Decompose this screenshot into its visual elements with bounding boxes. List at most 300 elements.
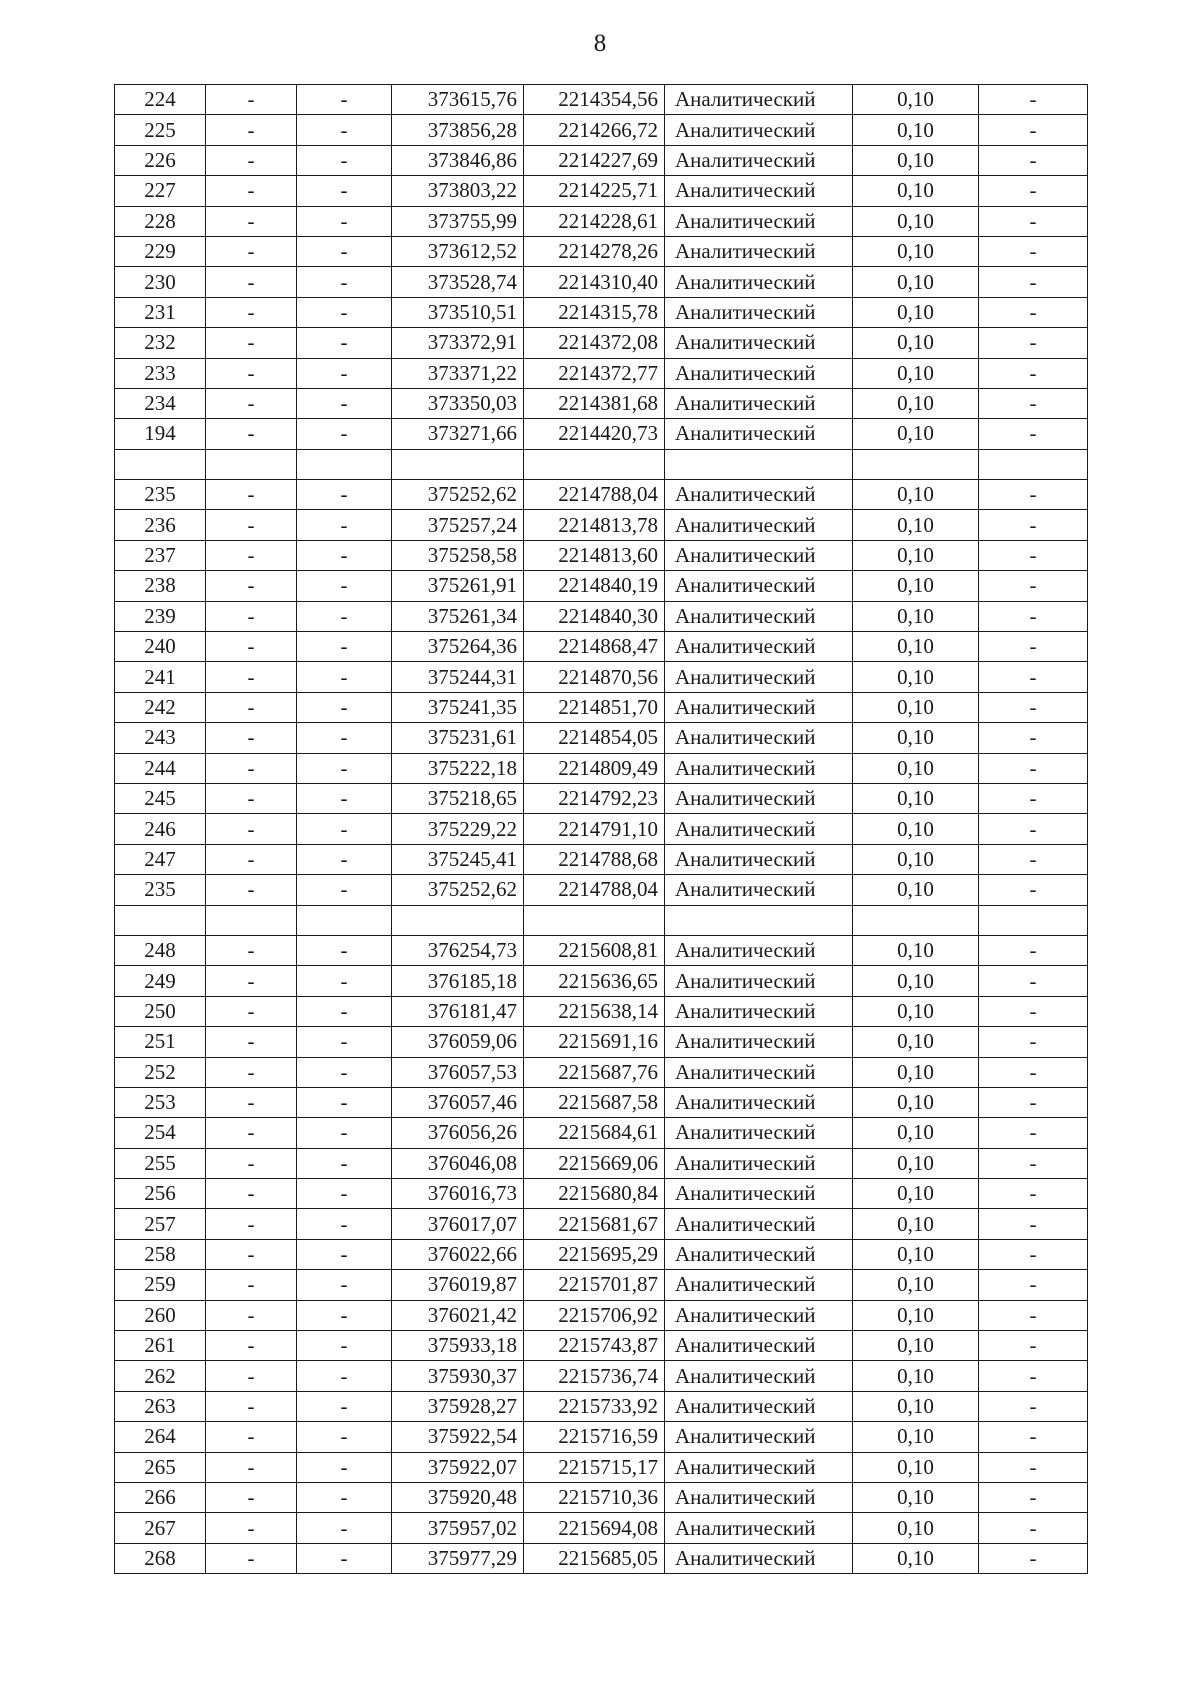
y-coordinate-cell: 2215636,65 <box>524 966 665 996</box>
accuracy-cell: 0,10 <box>853 935 979 965</box>
table-row <box>115 1513 1088 1543</box>
x-coordinate-cell: 375928,27 <box>392 1391 524 1421</box>
point-number-cell: 267 <box>115 1513 206 1543</box>
column-8-cell: - <box>979 1300 1088 1330</box>
method-cell: Аналитический <box>665 723 853 753</box>
x-coordinate-cell: 375241,35 <box>392 692 524 722</box>
y-coordinate-cell: 2215669,06 <box>524 1148 665 1178</box>
point-number-cell: 243 <box>115 723 206 753</box>
accuracy-cell: 0,10 <box>853 783 979 813</box>
column-8-cell: - <box>979 996 1088 1026</box>
column-2-cell: - <box>206 1057 297 1087</box>
y-coordinate-cell: 2214315,78 <box>524 297 665 327</box>
table-separator-row <box>115 905 1088 935</box>
method-cell: Аналитический <box>665 510 853 540</box>
accuracy-cell: 0,10 <box>853 753 979 783</box>
point-number-cell: 238 <box>115 571 206 601</box>
x-coordinate-cell: 376185,18 <box>392 966 524 996</box>
y-coordinate-cell: 2214788,04 <box>524 480 665 510</box>
accuracy-cell: 0,10 <box>853 662 979 692</box>
column-2-cell: - <box>206 601 297 631</box>
x-coordinate-cell: 375930,37 <box>392 1361 524 1391</box>
y-coordinate-cell: 2214868,47 <box>524 632 665 662</box>
x-coordinate-cell: 376017,07 <box>392 1209 524 1239</box>
y-coordinate-cell: 2215608,81 <box>524 935 665 965</box>
x-coordinate-cell: 376181,47 <box>392 996 524 1026</box>
method-cell: Аналитический <box>665 297 853 327</box>
table-row <box>115 662 1088 692</box>
accuracy-cell: 0,10 <box>853 267 979 297</box>
method-cell: Аналитический <box>665 1452 853 1482</box>
method-cell: Аналитический <box>665 1057 853 1087</box>
accuracy-cell: 0,10 <box>853 692 979 722</box>
column-2-cell: - <box>206 814 297 844</box>
y-coordinate-cell: 2215733,92 <box>524 1391 665 1421</box>
y-coordinate-cell: 2214372,08 <box>524 328 665 358</box>
x-coordinate-cell: 376057,53 <box>392 1057 524 1087</box>
column-8-cell: - <box>979 1057 1088 1087</box>
table-row <box>115 1209 1088 1239</box>
table-row <box>115 1270 1088 1300</box>
y-coordinate-cell: 2214310,40 <box>524 267 665 297</box>
column-2-cell: - <box>206 1087 297 1117</box>
accuracy-cell: 0,10 <box>853 1361 979 1391</box>
accuracy-cell: 0,10 <box>853 85 979 115</box>
table-row <box>115 1391 1088 1421</box>
method-cell <box>665 449 853 479</box>
x-coordinate-cell: 373846,86 <box>392 145 524 175</box>
column-2-cell: - <box>206 115 297 145</box>
x-coordinate-cell <box>392 905 524 935</box>
x-coordinate-cell: 375252,62 <box>392 875 524 905</box>
table-row <box>115 480 1088 510</box>
x-coordinate-cell: 375229,22 <box>392 814 524 844</box>
column-3-cell: - <box>297 1270 392 1300</box>
y-coordinate-cell: 2215687,58 <box>524 1087 665 1117</box>
y-coordinate-cell: 2214854,05 <box>524 723 665 753</box>
x-coordinate-cell: 375258,58 <box>392 540 524 570</box>
column-2-cell: - <box>206 297 297 327</box>
accuracy-cell: 0,10 <box>853 1148 979 1178</box>
accuracy-cell: 0,10 <box>853 1118 979 1148</box>
method-cell: Аналитический <box>665 236 853 266</box>
table-row <box>115 510 1088 540</box>
point-number-cell: 248 <box>115 935 206 965</box>
method-cell: Аналитический <box>665 1148 853 1178</box>
table-row <box>115 1482 1088 1512</box>
accuracy-cell: 0,10 <box>853 1482 979 1512</box>
column-8-cell: - <box>979 236 1088 266</box>
column-2-cell: - <box>206 1239 297 1269</box>
column-8-cell: - <box>979 1239 1088 1269</box>
x-coordinate-cell: 373271,66 <box>392 419 524 449</box>
accuracy-cell: 0,10 <box>853 115 979 145</box>
column-8-cell: - <box>979 692 1088 722</box>
coordinates-table <box>114 84 1088 1574</box>
method-cell: Аналитический <box>665 601 853 631</box>
column-3-cell: - <box>297 1148 392 1178</box>
accuracy-cell: 0,10 <box>853 540 979 570</box>
y-coordinate-cell <box>524 449 665 479</box>
column-8-cell: - <box>979 966 1088 996</box>
x-coordinate-cell: 376019,87 <box>392 1270 524 1300</box>
x-coordinate-cell: 375218,65 <box>392 783 524 813</box>
column-2-cell: - <box>206 1179 297 1209</box>
column-2-cell: - <box>206 632 297 662</box>
x-coordinate-cell: 375933,18 <box>392 1331 524 1361</box>
x-coordinate-cell: 375257,24 <box>392 510 524 540</box>
point-number-cell: 266 <box>115 1482 206 1512</box>
column-3-cell: - <box>297 1087 392 1117</box>
column-3-cell: - <box>297 328 392 358</box>
y-coordinate-cell: 2214227,69 <box>524 145 665 175</box>
y-coordinate-cell: 2214791,10 <box>524 814 665 844</box>
column-3-cell: - <box>297 1513 392 1543</box>
accuracy-cell: 0,10 <box>853 875 979 905</box>
table-row <box>115 783 1088 813</box>
method-cell: Аналитический <box>665 692 853 722</box>
column-3-cell: - <box>297 1331 392 1361</box>
column-3-cell: - <box>297 632 392 662</box>
column-2-cell: - <box>206 844 297 874</box>
accuracy-cell <box>853 449 979 479</box>
point-number-cell: 260 <box>115 1300 206 1330</box>
point-number-cell: 259 <box>115 1270 206 1300</box>
table-row <box>115 145 1088 175</box>
table-row <box>115 1422 1088 1452</box>
column-8-cell: - <box>979 935 1088 965</box>
point-number-cell: 247 <box>115 844 206 874</box>
column-3-cell: - <box>297 1300 392 1330</box>
column-8-cell: - <box>979 1482 1088 1512</box>
column-2-cell: - <box>206 1482 297 1512</box>
x-coordinate-cell: 376022,66 <box>392 1239 524 1269</box>
point-number-cell: 262 <box>115 1361 206 1391</box>
column-8-cell: - <box>979 1513 1088 1543</box>
x-coordinate-cell: 376059,06 <box>392 1027 524 1057</box>
column-3-cell <box>297 449 392 479</box>
x-coordinate-cell: 376057,46 <box>392 1087 524 1117</box>
y-coordinate-cell: 2214813,60 <box>524 540 665 570</box>
column-2-cell: - <box>206 419 297 449</box>
x-coordinate-cell: 375231,61 <box>392 723 524 753</box>
column-8-cell: - <box>979 632 1088 662</box>
column-2-cell: - <box>206 1209 297 1239</box>
table-row <box>115 996 1088 1026</box>
column-3-cell: - <box>297 115 392 145</box>
column-8-cell: - <box>979 328 1088 358</box>
column-3-cell: - <box>297 419 392 449</box>
y-coordinate-cell: 2215684,61 <box>524 1118 665 1148</box>
column-3-cell: - <box>297 1422 392 1452</box>
column-2-cell: - <box>206 267 297 297</box>
point-number-cell: 242 <box>115 692 206 722</box>
table-row <box>115 1148 1088 1178</box>
x-coordinate-cell: 375977,29 <box>392 1543 524 1573</box>
point-number-cell: 253 <box>115 1087 206 1117</box>
column-8-cell: - <box>979 1027 1088 1057</box>
accuracy-cell: 0,10 <box>853 1027 979 1057</box>
column-8-cell: - <box>979 601 1088 631</box>
point-number-cell: 264 <box>115 1422 206 1452</box>
method-cell: Аналитический <box>665 1300 853 1330</box>
table-row <box>115 419 1088 449</box>
column-3-cell: - <box>297 571 392 601</box>
column-2-cell: - <box>206 358 297 388</box>
method-cell: Аналитический <box>665 358 853 388</box>
column-2-cell: - <box>206 935 297 965</box>
y-coordinate-cell: 2215680,84 <box>524 1179 665 1209</box>
column-3-cell: - <box>297 358 392 388</box>
method-cell: Аналитический <box>665 1482 853 1512</box>
point-number-cell <box>115 449 206 479</box>
column-3-cell: - <box>297 267 392 297</box>
point-number-cell: 268 <box>115 1543 206 1573</box>
method-cell: Аналитический <box>665 328 853 358</box>
table-row <box>115 814 1088 844</box>
column-2-cell: - <box>206 783 297 813</box>
column-2-cell <box>206 905 297 935</box>
table-row <box>115 935 1088 965</box>
column-8-cell: - <box>979 1543 1088 1573</box>
point-number-cell: 241 <box>115 662 206 692</box>
table-row <box>115 1239 1088 1269</box>
column-3-cell: - <box>297 844 392 874</box>
point-number-cell: 232 <box>115 328 206 358</box>
table-row <box>115 966 1088 996</box>
y-coordinate-cell: 2214813,78 <box>524 510 665 540</box>
column-8-cell: - <box>979 85 1088 115</box>
accuracy-cell: 0,10 <box>853 1331 979 1361</box>
y-coordinate-cell: 2214851,70 <box>524 692 665 722</box>
column-2-cell <box>206 449 297 479</box>
column-8-cell: - <box>979 662 1088 692</box>
x-coordinate-cell: 376056,26 <box>392 1118 524 1148</box>
column-8-cell: - <box>979 723 1088 753</box>
column-3-cell: - <box>297 783 392 813</box>
table-body <box>115 85 1088 1574</box>
method-cell: Аналитический <box>665 1027 853 1057</box>
point-number-cell: 261 <box>115 1331 206 1361</box>
column-3-cell: - <box>297 540 392 570</box>
column-8-cell <box>979 449 1088 479</box>
method-cell: Аналитический <box>665 1331 853 1361</box>
column-8-cell: - <box>979 1452 1088 1482</box>
column-3-cell: - <box>297 1027 392 1057</box>
accuracy-cell: 0,10 <box>853 844 979 874</box>
column-3-cell: - <box>297 935 392 965</box>
column-3-cell: - <box>297 966 392 996</box>
table-row <box>115 267 1088 297</box>
column-8-cell <box>979 905 1088 935</box>
method-cell: Аналитический <box>665 1179 853 1209</box>
column-2-cell: - <box>206 206 297 236</box>
accuracy-cell: 0,10 <box>853 480 979 510</box>
y-coordinate-cell: 2214354,56 <box>524 85 665 115</box>
table-row <box>115 1543 1088 1573</box>
y-coordinate-cell: 2215681,67 <box>524 1209 665 1239</box>
accuracy-cell <box>853 905 979 935</box>
column-2-cell: - <box>206 1361 297 1391</box>
column-3-cell: - <box>297 206 392 236</box>
point-number-cell: 229 <box>115 236 206 266</box>
column-2-cell: - <box>206 1118 297 1148</box>
column-2-cell: - <box>206 662 297 692</box>
point-number-cell: 256 <box>115 1179 206 1209</box>
method-cell: Аналитический <box>665 1209 853 1239</box>
method-cell: Аналитический <box>665 935 853 965</box>
method-cell: Аналитический <box>665 996 853 1026</box>
table-row <box>115 540 1088 570</box>
page-number: 8 <box>593 30 607 57</box>
accuracy-cell: 0,10 <box>853 358 979 388</box>
point-number-cell: 257 <box>115 1209 206 1239</box>
point-number-cell: 236 <box>115 510 206 540</box>
table-row <box>115 1057 1088 1087</box>
point-number-cell <box>115 905 206 935</box>
accuracy-cell: 0,10 <box>853 601 979 631</box>
column-3-cell: - <box>297 1209 392 1239</box>
y-coordinate-cell: 2215710,36 <box>524 1482 665 1512</box>
column-3-cell: - <box>297 875 392 905</box>
accuracy-cell: 0,10 <box>853 236 979 266</box>
column-2-cell: - <box>206 540 297 570</box>
column-8-cell: - <box>979 571 1088 601</box>
point-number-cell: 235 <box>115 875 206 905</box>
method-cell: Аналитический <box>665 115 853 145</box>
column-8-cell: - <box>979 480 1088 510</box>
column-2-cell: - <box>206 966 297 996</box>
point-number-cell: 251 <box>115 1027 206 1057</box>
column-3-cell: - <box>297 1239 392 1269</box>
y-coordinate-cell: 2215716,59 <box>524 1422 665 1452</box>
column-8-cell: - <box>979 1118 1088 1148</box>
table-row <box>115 1452 1088 1482</box>
x-coordinate-cell: 373510,51 <box>392 297 524 327</box>
column-8-cell: - <box>979 753 1088 783</box>
column-2-cell: - <box>206 388 297 418</box>
column-8-cell: - <box>979 419 1088 449</box>
point-number-cell: 235 <box>115 480 206 510</box>
accuracy-cell: 0,10 <box>853 814 979 844</box>
method-cell: Аналитический <box>665 1239 853 1269</box>
x-coordinate-cell: 373612,52 <box>392 236 524 266</box>
x-coordinate-cell: 375261,91 <box>392 571 524 601</box>
table-row <box>115 844 1088 874</box>
column-2-cell: - <box>206 236 297 266</box>
x-coordinate-cell: 376046,08 <box>392 1148 524 1178</box>
method-cell: Аналитический <box>665 783 853 813</box>
y-coordinate-cell: 2215691,16 <box>524 1027 665 1057</box>
table-row <box>115 571 1088 601</box>
table-row <box>115 601 1088 631</box>
x-coordinate-cell: 373803,22 <box>392 176 524 206</box>
accuracy-cell: 0,10 <box>853 1452 979 1482</box>
point-number-cell: 231 <box>115 297 206 327</box>
method-cell: Аналитический <box>665 1270 853 1300</box>
table-row <box>115 1118 1088 1148</box>
column-2-cell: - <box>206 510 297 540</box>
y-coordinate-cell <box>524 905 665 935</box>
column-3-cell: - <box>297 1118 392 1148</box>
column-2-cell: - <box>206 692 297 722</box>
point-number-cell: 194 <box>115 419 206 449</box>
column-2-cell: - <box>206 753 297 783</box>
table-row <box>115 1331 1088 1361</box>
table-row <box>115 753 1088 783</box>
method-cell: Аналитический <box>665 662 853 692</box>
column-3-cell: - <box>297 480 392 510</box>
x-coordinate-cell: 373615,76 <box>392 85 524 115</box>
column-8-cell: - <box>979 1331 1088 1361</box>
table-row <box>115 85 1088 115</box>
table-row <box>115 358 1088 388</box>
column-8-cell: - <box>979 1087 1088 1117</box>
column-8-cell: - <box>979 176 1088 206</box>
accuracy-cell: 0,10 <box>853 571 979 601</box>
point-number-cell: 265 <box>115 1452 206 1482</box>
point-number-cell: 230 <box>115 267 206 297</box>
column-3-cell: - <box>297 388 392 418</box>
point-number-cell: 244 <box>115 753 206 783</box>
method-cell: Аналитический <box>665 1422 853 1452</box>
x-coordinate-cell: 375920,48 <box>392 1482 524 1512</box>
y-coordinate-cell: 2214840,19 <box>524 571 665 601</box>
point-number-cell: 226 <box>115 145 206 175</box>
method-cell: Аналитический <box>665 206 853 236</box>
column-8-cell: - <box>979 267 1088 297</box>
column-8-cell: - <box>979 388 1088 418</box>
method-cell: Аналитический <box>665 145 853 175</box>
method-cell: Аналитический <box>665 85 853 115</box>
x-coordinate-cell <box>392 449 524 479</box>
point-number-cell: 245 <box>115 783 206 813</box>
y-coordinate-cell: 2214792,23 <box>524 783 665 813</box>
x-coordinate-cell: 375245,41 <box>392 844 524 874</box>
column-2-cell: - <box>206 571 297 601</box>
column-2-cell: - <box>206 328 297 358</box>
accuracy-cell: 0,10 <box>853 206 979 236</box>
point-number-cell: 224 <box>115 85 206 115</box>
y-coordinate-cell: 2214266,72 <box>524 115 665 145</box>
column-8-cell: - <box>979 814 1088 844</box>
point-number-cell: 228 <box>115 206 206 236</box>
column-8-cell: - <box>979 115 1088 145</box>
accuracy-cell: 0,10 <box>853 632 979 662</box>
accuracy-cell: 0,10 <box>853 1209 979 1239</box>
x-coordinate-cell: 373371,22 <box>392 358 524 388</box>
table-row <box>115 388 1088 418</box>
x-coordinate-cell: 375922,07 <box>392 1452 524 1482</box>
accuracy-cell: 0,10 <box>853 297 979 327</box>
method-cell: Аналитический <box>665 844 853 874</box>
method-cell: Аналитический <box>665 1087 853 1117</box>
method-cell: Аналитический <box>665 875 853 905</box>
x-coordinate-cell: 375922,54 <box>392 1422 524 1452</box>
y-coordinate-cell: 2215694,08 <box>524 1513 665 1543</box>
point-number-cell: 252 <box>115 1057 206 1087</box>
column-3-cell: - <box>297 1543 392 1573</box>
y-coordinate-cell: 2215743,87 <box>524 1331 665 1361</box>
method-cell: Аналитический <box>665 480 853 510</box>
x-coordinate-cell: 373856,28 <box>392 115 524 145</box>
y-coordinate-cell: 2215736,74 <box>524 1361 665 1391</box>
point-number-cell: 240 <box>115 632 206 662</box>
point-number-cell: 254 <box>115 1118 206 1148</box>
accuracy-cell: 0,10 <box>853 419 979 449</box>
x-coordinate-cell: 373350,03 <box>392 388 524 418</box>
column-8-cell: - <box>979 844 1088 874</box>
